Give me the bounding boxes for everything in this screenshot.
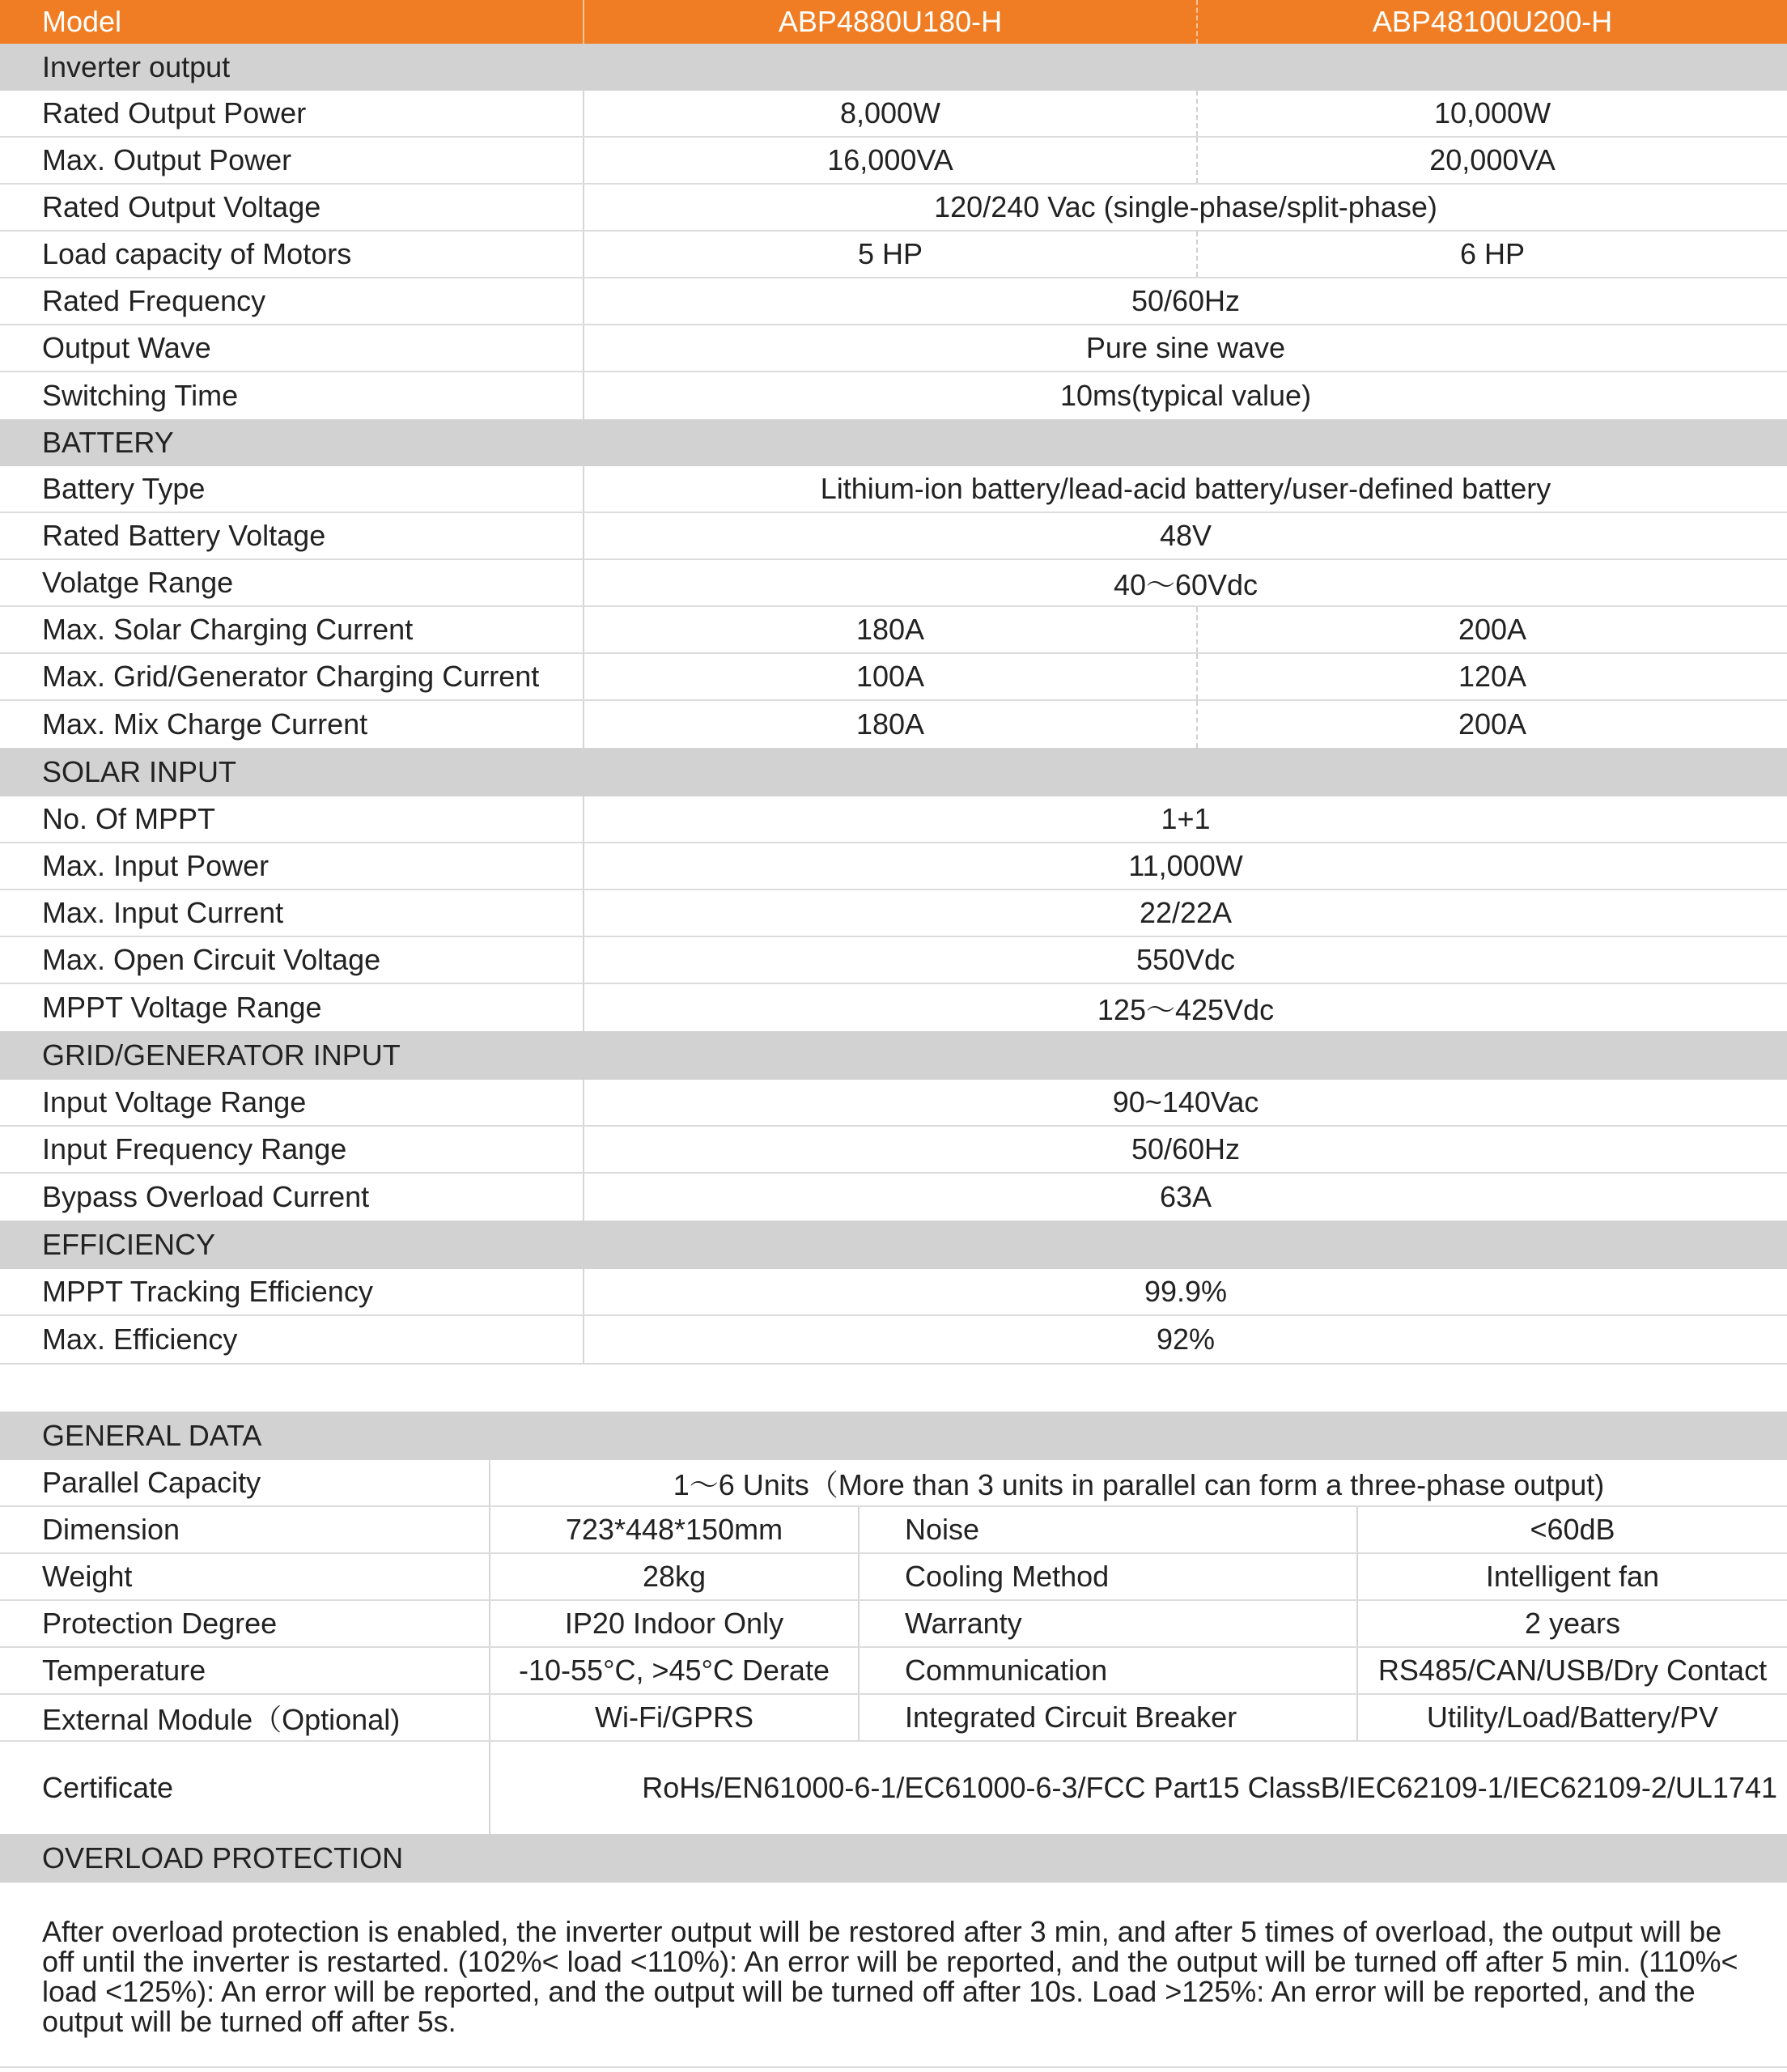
- table-row: [0, 1648, 1787, 1695]
- row-value-secondary: <60dB: [1356, 1507, 1787, 1552]
- row-value: -10-55°C, >45°C Derate: [489, 1648, 858, 1693]
- row-label: Max. Efficiency: [42, 1323, 238, 1356]
- table-row: [0, 1601, 1787, 1648]
- row-label: Temperature: [42, 1654, 206, 1687]
- model-b-name: ABP48100U200-H: [1196, 0, 1787, 44]
- row-label: Bypass Overload Current: [42, 1180, 370, 1213]
- row-label: Max. Mix Charge Current: [42, 707, 368, 741]
- table-row: [0, 701, 1787, 748]
- table-row: [0, 138, 1787, 185]
- table-row: [0, 1460, 1787, 1507]
- row-label: Max. Solar Charging Current: [42, 613, 414, 646]
- table-row-certificate: [0, 1742, 1787, 1834]
- table-row: [0, 937, 1787, 984]
- section-battery: [0, 419, 1787, 466]
- row-label: Volatge Range: [42, 566, 234, 599]
- section-title: BATTERY: [42, 426, 174, 459]
- value-shared: 10ms(typical value): [583, 372, 1787, 419]
- table-row: [0, 843, 1787, 890]
- value-shared: 1+1: [583, 796, 1787, 842]
- value-shared: 1～6 Units（More than 3 units in parallel can form a three-phase output): [489, 1460, 1787, 1505]
- value-model-b: 10,000W: [1196, 91, 1787, 136]
- value-shared: 50/60Hz: [583, 1127, 1787, 1172]
- row-label: Switching Time: [42, 379, 239, 412]
- row-label-secondary: Communication: [858, 1648, 1356, 1693]
- table-row: [0, 1269, 1787, 1316]
- value-model-b: 20,000VA: [1196, 138, 1787, 183]
- value-model-b: 6 HP: [1196, 231, 1787, 277]
- table-row: [0, 1316, 1787, 1365]
- row-label: Input Voltage Range: [42, 1085, 307, 1119]
- overload-description: After overload protection is enabled, the inverter output will be restored after 3 min, and after 5 times of overload, the output will be off until the inverter is restarted. (102%< load <110%): An error will be reported, and the output will be turned off after 5 min. (110%< load <125%): An error will be reported, and the output will be turned off after 10s. Load >125%: An error will be reported, and the output will be turned off after 5s.: [42, 1915, 1738, 2038]
- model-a-name: ABP4880U180-H: [583, 0, 1196, 44]
- row-label: Battery Type: [42, 472, 206, 505]
- table-row: [0, 607, 1787, 654]
- value-model-a: 8,000W: [583, 91, 1196, 136]
- table-row: [0, 1080, 1787, 1127]
- value-shared: 120/240 Vac (single-phase/split-phase): [583, 185, 1787, 230]
- value-shared: 40～60Vdc: [583, 560, 1787, 605]
- row-label: Max. Grid/Generator Charging Current: [42, 660, 540, 693]
- value-shared: 90~140Vac: [583, 1080, 1787, 1125]
- row-value: 723*448*150mm: [489, 1507, 858, 1552]
- section-solar-input: [0, 748, 1787, 796]
- value-model-b: 200A: [1196, 607, 1787, 652]
- table-row: [0, 1695, 1787, 1742]
- row-label: MPPT Voltage Range: [42, 991, 322, 1024]
- row-value-secondary: RS485/CAN/USB/Dry Contact: [1356, 1648, 1787, 1693]
- value-shared: 125～425Vdc: [583, 984, 1787, 1031]
- row-label-secondary: Integrated Circuit Breaker: [858, 1695, 1356, 1740]
- value-model-a: 100A: [583, 654, 1196, 699]
- row-label: Rated Output Power: [42, 96, 307, 130]
- row-label: Max. Output Power: [42, 143, 292, 176]
- value-model-a: 180A: [583, 701, 1196, 748]
- section-inverter-output: [0, 44, 1787, 91]
- row-label: Parallel Capacity: [42, 1466, 261, 1499]
- table-row: [0, 185, 1787, 231]
- row-label-secondary: Noise: [858, 1507, 1356, 1552]
- value-shared: 550Vdc: [583, 937, 1787, 983]
- value-shared: 99.9%: [583, 1269, 1787, 1314]
- value-shared: Pure sine wave: [583, 325, 1787, 371]
- model-header-row: [0, 0, 1787, 44]
- row-value-secondary: Intelligent fan: [1356, 1554, 1787, 1599]
- row-label: Input Frequency Range: [42, 1132, 347, 1166]
- row-label-secondary: Cooling Method: [858, 1554, 1356, 1599]
- table-row: [0, 1554, 1787, 1601]
- row-value-secondary: Utility/Load/Battery/PV: [1356, 1695, 1787, 1740]
- section-title: Inverter output: [42, 50, 231, 83]
- table-row: [0, 513, 1787, 560]
- row-label: Max. Input Current: [42, 896, 284, 929]
- value-shared: 11,000W: [583, 843, 1787, 889]
- table-row: [0, 1127, 1787, 1174]
- value-shared: 48V: [583, 513, 1787, 558]
- value-shared: 50/60Hz: [583, 278, 1787, 324]
- table-row: [0, 91, 1787, 138]
- row-value: IP20 Indoor Only: [489, 1601, 858, 1646]
- table-row: [0, 325, 1787, 372]
- row-label: Rated Battery Voltage: [42, 519, 326, 552]
- value-model-a: 16,000VA: [583, 138, 1196, 183]
- value-model-b: 200A: [1196, 701, 1787, 748]
- row-label: No. Of MPPT: [42, 802, 216, 835]
- section-title: GRID/GENERATOR INPUT: [42, 1038, 401, 1072]
- section-title: GENERAL DATA: [42, 1419, 262, 1452]
- table-row: [0, 984, 1787, 1031]
- row-value: 28kg: [489, 1554, 858, 1599]
- table-row: [0, 1174, 1787, 1221]
- table-row: [0, 372, 1787, 419]
- table-row: [0, 890, 1787, 937]
- section-title: SOLAR INPUT: [42, 755, 237, 788]
- table-row: [0, 796, 1787, 843]
- value-model-b: 120A: [1196, 654, 1787, 699]
- section-general-data: [0, 1412, 1787, 1460]
- row-label-secondary: Warranty: [858, 1601, 1356, 1646]
- value-shared: 63A: [583, 1174, 1787, 1221]
- section-title: OVERLOAD PROTECTION: [42, 1841, 404, 1875]
- table-row: [0, 654, 1787, 701]
- row-label: Weight: [42, 1560, 133, 1593]
- table-row: [0, 278, 1787, 325]
- section-grid-input: [0, 1031, 1787, 1080]
- row-value: Wi-Fi/GPRS: [489, 1695, 858, 1740]
- table-row: [0, 1507, 1787, 1554]
- row-label: Rated Frequency: [42, 284, 266, 317]
- row-label: Protection Degree: [42, 1607, 278, 1640]
- table-row: [0, 466, 1787, 513]
- model-label: Model: [42, 5, 122, 38]
- row-label: Load capacity of Motors: [42, 237, 352, 270]
- row-label: External Module（Optional): [42, 1702, 401, 1736]
- bottom-divider: [0, 2066, 1787, 2068]
- value-shared: 22/22A: [583, 890, 1787, 936]
- row-value-secondary: 2 years: [1356, 1601, 1787, 1646]
- value-model-a: 5 HP: [583, 231, 1196, 277]
- value-model-a: 180A: [583, 607, 1196, 652]
- row-label: Max. Input Power: [42, 849, 270, 882]
- section-title: EFFICIENCY: [42, 1228, 216, 1261]
- row-label: Certificate: [42, 1771, 174, 1804]
- row-label: Output Wave: [42, 331, 211, 364]
- value-shared: 92%: [583, 1316, 1787, 1363]
- certificate-value: RoHs/EN61000-6-1/EC61000-6-3/FCC Part15 ClassB/IEC62109-1/IEC62109-2/UL1741: [489, 1742, 1787, 1834]
- row-label: MPPT Tracking Efficiency: [42, 1275, 373, 1308]
- row-label: Max. Open Circuit Voltage: [42, 943, 381, 976]
- table-row: [0, 560, 1787, 607]
- row-label: Dimension: [42, 1513, 180, 1546]
- section-overload-protection: [0, 1834, 1787, 1883]
- value-shared: Lithium-ion battery/lead-acid battery/user-defined battery: [583, 466, 1787, 512]
- section-efficiency: [0, 1221, 1787, 1269]
- row-label: Rated Output Voltage: [42, 190, 321, 223]
- table-row: [0, 231, 1787, 278]
